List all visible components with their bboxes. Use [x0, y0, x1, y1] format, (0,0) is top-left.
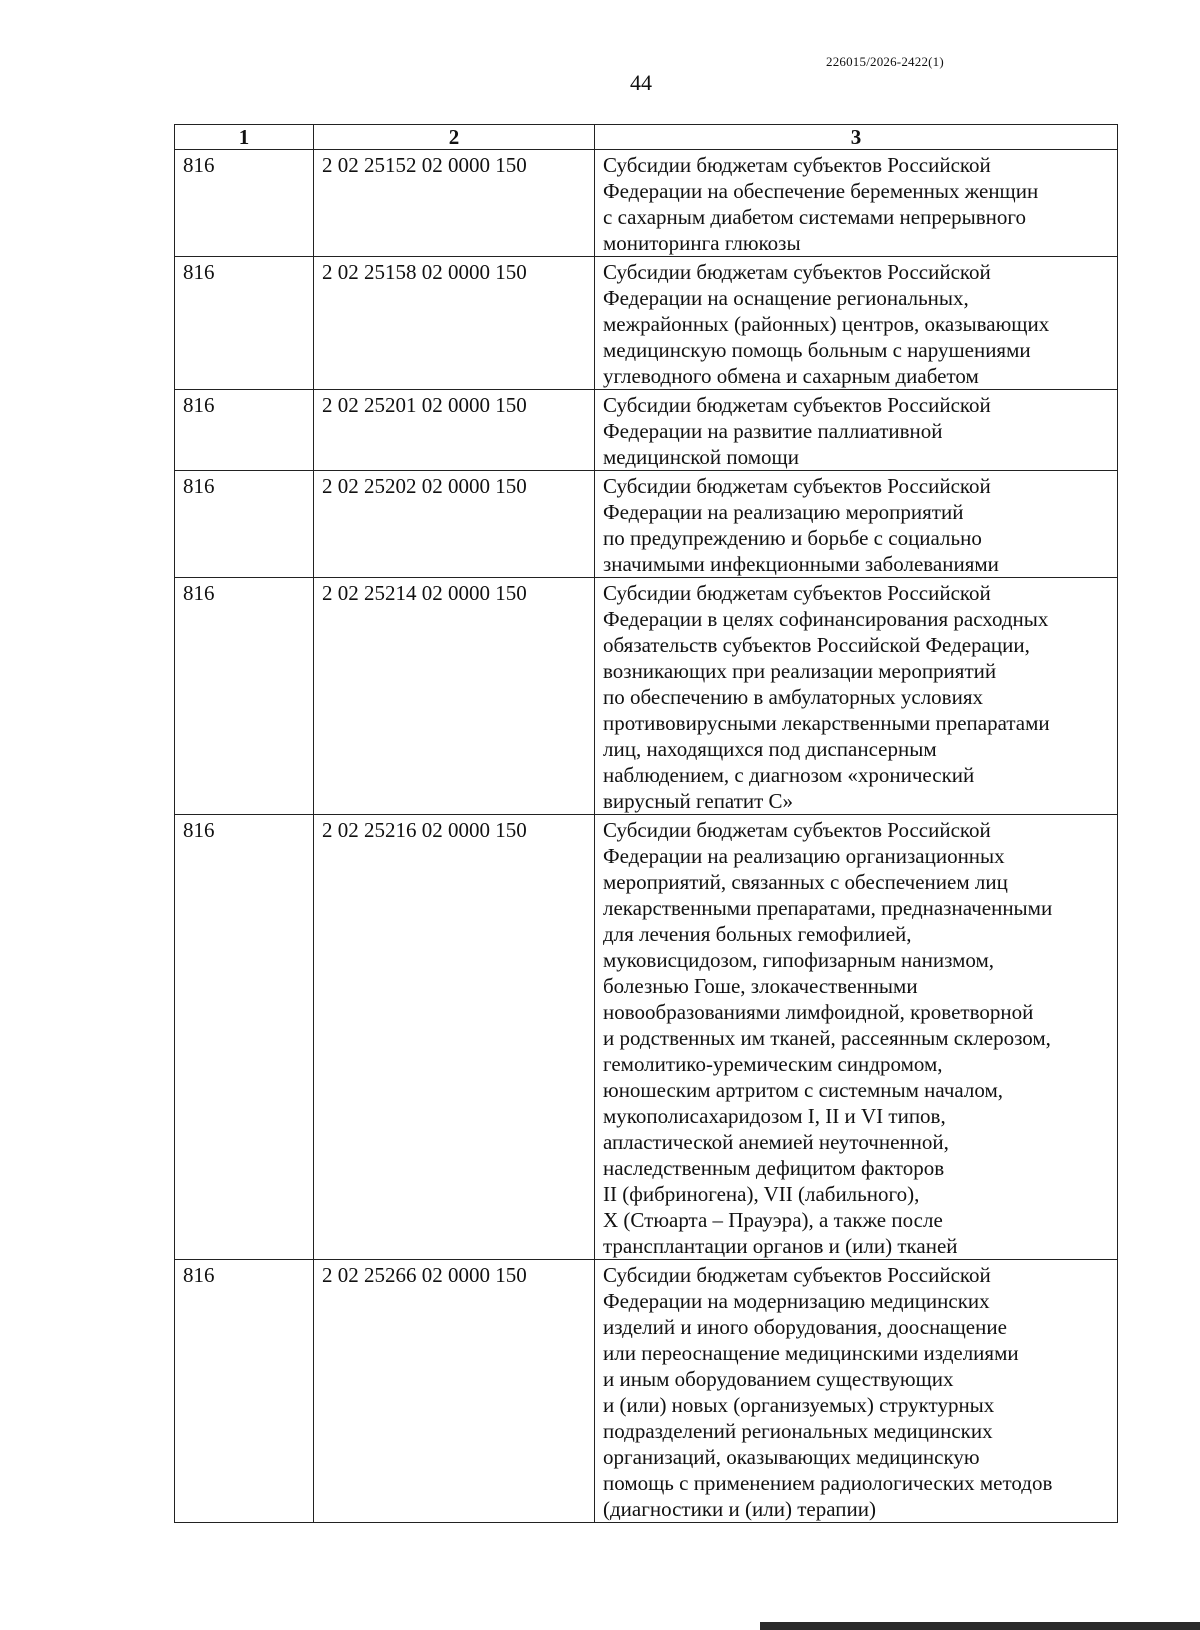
description-cell — [595, 1260, 1118, 1523]
admin-code-cell: 816 — [175, 257, 314, 390]
description-line: гемолитико-уремическим синдромом, — [603, 1052, 943, 1076]
description-line: противовирусными лекарственными препаратами — [603, 711, 1050, 735]
admin-code-cell: 816 — [175, 471, 314, 578]
description-cell — [595, 815, 1118, 1260]
description-line: Федерации на обеспечение беременных женщин — [603, 179, 1039, 203]
budget-code-cell: 2 02 25201 02 0000 150 — [314, 390, 595, 471]
description-line: углеводного обмена и сахарным диабетом — [603, 364, 979, 388]
budget-code-cell: 2 02 25214 02 0000 150 — [314, 578, 595, 815]
column-header-3: 3 — [595, 125, 1118, 150]
admin-code-cell: 816 — [175, 150, 314, 257]
table-body — [175, 150, 1118, 1523]
admin-code-cell: 816 — [175, 1260, 314, 1523]
description-line: наследственным дефицитом факторов — [603, 1156, 945, 1180]
description-line: мониторинга глюкозы — [603, 231, 801, 255]
table-row — [175, 1260, 1118, 1523]
description-line: Субсидии бюджетам субъектов Российской — [603, 260, 991, 284]
description-line: II (фибриногена), VII (лабильного), — [603, 1182, 920, 1206]
description-line: мероприятий, связанных с обеспечением лиц — [603, 870, 1008, 894]
description-cell — [595, 257, 1118, 390]
budget-code-cell: 2 02 25202 02 0000 150 — [314, 471, 595, 578]
description-line: Федерации на реализацию организационных — [603, 844, 1005, 868]
description-line: (диагностики и (или) терапии) — [603, 1497, 876, 1521]
description-line: и родственных им тканей, рассеянным склерозом, — [603, 1026, 1051, 1050]
description-line: значимыми инфекционными заболеваниями — [603, 552, 999, 576]
column-header-1: 1 — [175, 125, 314, 150]
table-row — [175, 471, 1118, 578]
admin-code-cell: 816 — [175, 578, 314, 815]
budget-code-cell: 2 02 25266 02 0000 150 — [314, 1260, 595, 1523]
description-line: Федерации на реализацию мероприятий — [603, 500, 964, 524]
description-line: болезнью Гоше, злокачественными — [603, 974, 918, 998]
budget-code-cell: 2 02 25158 02 0000 150 — [314, 257, 595, 390]
description-line: межрайонных (районных) центров, оказывающих — [603, 312, 1050, 336]
description-line: мукополисахаридозом I, II и VI типов, — [603, 1104, 946, 1128]
description-line: Федерации на развитие паллиативной — [603, 419, 943, 443]
budget-classification-table — [174, 124, 1118, 1523]
description-line: Федерации на оснащение региональных, — [603, 286, 969, 310]
table-row — [175, 390, 1118, 471]
description-cell — [595, 471, 1118, 578]
table-row — [175, 815, 1118, 1260]
description-line: или переоснащение медицинскими изделиями — [603, 1341, 1019, 1365]
description-line: трансплантации органов и (или) тканей — [603, 1234, 958, 1258]
description-line: организаций, оказывающих медицинскую — [603, 1445, 980, 1469]
description-line: лекарственными препаратами, предназначенными — [603, 896, 1053, 920]
description-cell — [595, 150, 1118, 257]
scan-edge-bar — [760, 1622, 1200, 1630]
description-line: новообразованиями лимфоидной, кроветворной — [603, 1000, 1034, 1024]
table-row — [175, 150, 1118, 257]
budget-code-cell: 2 02 25152 02 0000 150 — [314, 150, 595, 257]
description-line: возникающих при реализации мероприятий — [603, 659, 997, 683]
description-line: медицинскую помощь больным с нарушениями — [603, 338, 1031, 362]
description-line: для лечения больных гемофилией, — [603, 922, 912, 946]
description-line: медицинской помощи — [603, 445, 799, 469]
description-line: Субсидии бюджетам субъектов Российской — [603, 581, 991, 605]
description-line: Субсидии бюджетам субъектов Российской — [603, 153, 991, 177]
description-line: Субсидии бюджетам субъектов Российской — [603, 1263, 991, 1287]
description-line: и (или) новых (организуемых) структурных — [603, 1393, 995, 1417]
table-row — [175, 257, 1118, 390]
description-line: лиц, находящихся под диспансерным — [603, 737, 937, 761]
description-line: обязательств субъектов Российской Федерации, — [603, 633, 1030, 657]
description-cell — [595, 578, 1118, 815]
description-line: Субсидии бюджетам субъектов Российской — [603, 818, 991, 842]
description-line: Субсидии бюджетам субъектов Российской — [603, 474, 991, 498]
description-line: помощь с применением радиологических методов — [603, 1471, 1053, 1495]
description-line: Субсидии бюджетам субъектов Российской — [603, 393, 991, 417]
description-line: Федерации на модернизацию медицинских — [603, 1289, 990, 1313]
page-number: 44 — [630, 70, 652, 95]
description-line: Федерации в целях софинансирования расходных — [603, 607, 1049, 631]
description-line: X (Стюарта – Прауэра), а также после — [603, 1208, 943, 1232]
description-line: подразделений региональных медицинских — [603, 1419, 993, 1443]
description-line: изделий и иного оборудования, дооснащение — [603, 1315, 1007, 1339]
description-line: и иным оборудованием существующих — [603, 1367, 954, 1391]
document-registration-number: 226015/2026-2422(1) — [826, 54, 944, 69]
description-line: с сахарным диабетом системами непрерывного — [603, 205, 1027, 229]
table-header-row — [175, 125, 1118, 150]
column-header-2: 2 — [314, 125, 595, 150]
description-line: по предупреждению и борьбе с социально — [603, 526, 982, 550]
description-line: юношеским артритом с системным началом, — [603, 1078, 1004, 1102]
table-row — [175, 578, 1118, 815]
admin-code-cell: 816 — [175, 390, 314, 471]
admin-code-cell: 816 — [175, 815, 314, 1260]
description-line: по обеспечению в амбулаторных условиях — [603, 685, 983, 709]
description-line: апластической анемией неуточненной, — [603, 1130, 949, 1154]
description-line: муковисцидозом, гипофизарным нанизмом, — [603, 948, 995, 972]
description-cell — [595, 390, 1118, 471]
description-line: наблюдением, с диагнозом «хронический — [603, 763, 975, 787]
budget-code-cell: 2 02 25216 02 0000 150 — [314, 815, 595, 1260]
description-line: вирусный гепатит С» — [603, 789, 794, 813]
